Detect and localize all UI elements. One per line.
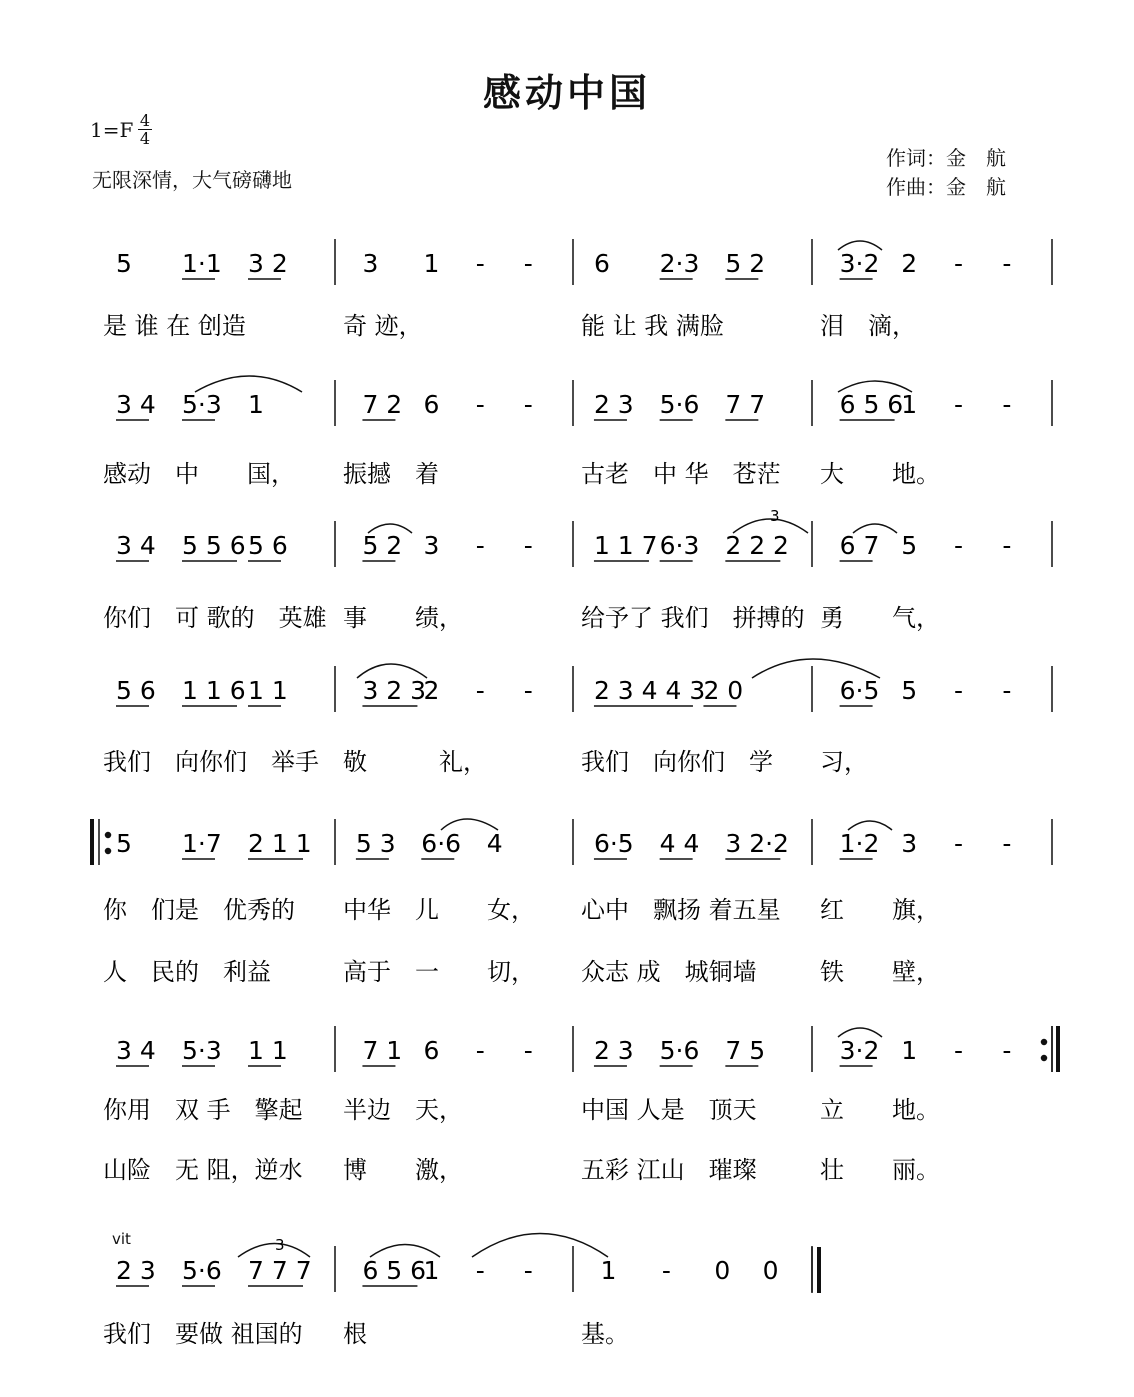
note-group: 5·3 <box>182 390 222 419</box>
lyric-segment: 是 谁 在 创造 <box>103 312 246 340</box>
note-group: - <box>1002 1036 1012 1065</box>
note-group: 3 <box>901 829 918 858</box>
lyric-segment: 我们 要做 祖国的 <box>103 1320 303 1348</box>
lyric-segment: 五彩 江山 璀璨 <box>581 1156 757 1184</box>
note-group: 3 4 <box>116 531 156 560</box>
lyric-segment: 你 们是 优秀的 <box>103 896 295 924</box>
note-group: 6 5 6 <box>362 1256 427 1285</box>
note-group: - <box>954 531 964 560</box>
note-group: - <box>523 1256 533 1285</box>
note-group: 5 <box>901 676 918 705</box>
lyric-segment: 立 地。 <box>820 1096 940 1124</box>
note-group: 2 3 <box>593 390 634 419</box>
lyric-segment: 中国 人是 顶天 <box>581 1096 757 1124</box>
note-group: - <box>475 390 485 419</box>
lyric-segment: 大 地。 <box>820 460 940 488</box>
lyric-segment: 给予了 我们 拼搏的 <box>581 604 805 632</box>
note-group: 2 3 <box>593 1036 634 1065</box>
note-group: 1 1 6 <box>182 676 246 705</box>
note-group: 6 <box>423 390 440 419</box>
note-group: 1·2 <box>839 829 880 858</box>
lyric-segment: 习， <box>820 748 868 776</box>
note-group: 3 <box>423 531 440 560</box>
slur <box>472 1234 608 1258</box>
note-group: 6·3 <box>659 531 700 560</box>
lyricist-credit: 作词：金 航 <box>886 146 1006 170</box>
note-group: 5 3 <box>355 829 396 858</box>
note-group: 3 2·2 <box>725 829 789 858</box>
note-group: 2 <box>423 676 440 705</box>
note-group: - <box>1002 390 1012 419</box>
lyric-segment: 半边 天， <box>343 1096 463 1124</box>
note-group: 1 1 7 <box>593 531 658 560</box>
note-group: 7 2 <box>362 390 403 419</box>
note-group: 1·7 <box>182 829 222 858</box>
lyric-segment: 中华 儿 女， <box>343 896 535 924</box>
note-group: - <box>954 249 964 278</box>
note-group: - <box>523 531 533 560</box>
lyric-segment: 事 绩， <box>343 604 463 632</box>
lyric-segment: 你用 双 手 擎起 <box>103 1096 303 1124</box>
note-group: - <box>1002 829 1012 858</box>
note-group: - <box>523 676 533 705</box>
composer-credit: 作曲：金 航 <box>886 175 1006 199</box>
lyric-segment: 山险 无 阻，逆水 <box>103 1156 303 1184</box>
lyric-segment: 感动 中 国， <box>103 460 295 488</box>
note-group: - <box>954 829 964 858</box>
note-group: 5 <box>116 249 132 278</box>
note-group: - <box>475 676 485 705</box>
note-group: 3 4 <box>116 1036 156 1065</box>
note-group: 6 <box>593 249 610 278</box>
note-group: - <box>523 1036 533 1065</box>
note-group: - <box>523 249 533 278</box>
time-signature-unit: 4 <box>139 129 151 148</box>
note-group: 5 2 <box>362 531 403 560</box>
note-group: 3·2 <box>839 1036 880 1065</box>
lyric-segment: 众志 成 城铜墙 <box>581 958 757 986</box>
lyric-segment: 红 旗， <box>820 896 940 924</box>
repeat-dot <box>106 833 111 838</box>
repeat-dot <box>1042 1040 1047 1045</box>
lyric-segment: 奇 迹， <box>343 312 423 340</box>
note-group: 7 1 <box>362 1036 403 1065</box>
note-group: - <box>475 531 485 560</box>
lyric-segment: 人 民的 利益 <box>103 958 271 986</box>
note-group: 5 5 6 <box>182 531 246 560</box>
note-group: 2 3 4 4 3 <box>593 676 706 705</box>
note-group: 1 <box>901 390 918 419</box>
note-group: 3 <box>362 249 379 278</box>
note-group: - <box>475 249 485 278</box>
lyric-segment: 高于 一 切， <box>343 958 535 986</box>
lyric-segment: 我们 向你们 举手 <box>103 748 319 776</box>
note-group: 1 1 <box>248 1036 288 1065</box>
note-group: 5·3 <box>182 1036 222 1065</box>
note-group: 1 <box>901 1036 918 1065</box>
note-group: 3 4 <box>116 390 156 419</box>
note-group: 2 3 <box>116 1256 156 1285</box>
note-group: 6·6 <box>421 829 462 858</box>
note-group: 3·2 <box>839 249 880 278</box>
note-group: 2 0 <box>703 676 744 705</box>
key-signature: 1=F <box>90 118 134 142</box>
note-group: - <box>475 1036 485 1065</box>
note-group: 1·1 <box>182 249 222 278</box>
time-signature-beats: 4 <box>139 111 151 130</box>
note-group: 5 <box>116 829 132 858</box>
repeat-dot <box>106 849 111 854</box>
triplet-mark: 3 <box>770 507 780 525</box>
note-group: 1 <box>423 249 440 278</box>
note-group: 6 5 6 <box>839 390 904 419</box>
lyric-segment: 能 让 我 满脸 <box>581 312 724 340</box>
note-group: 0 <box>762 1256 779 1285</box>
note-group: 1 <box>423 1256 440 1285</box>
tempo-marking: 无限深情，大气磅礴地 <box>92 168 292 192</box>
note-group: - <box>954 390 964 419</box>
vit-mark: vit <box>112 1230 131 1248</box>
lyric-segment: 振撼 着 <box>343 460 439 488</box>
note-group: 2 2 2 <box>725 531 789 560</box>
note-group: - <box>661 1256 671 1285</box>
note-group: 6·5 <box>839 676 880 705</box>
lyric-segment: 你们 可 歌的 英雄 <box>103 604 327 632</box>
note-group: - <box>1002 676 1012 705</box>
note-group: 7 7 7 <box>248 1256 312 1285</box>
note-group: 2 1 1 <box>248 829 312 858</box>
note-group: 6 7 <box>839 531 880 560</box>
note-group: - <box>1002 531 1012 560</box>
note-group: 7 5 <box>725 1036 766 1065</box>
note-group: 2·3 <box>659 249 700 278</box>
note-group: 5 6 <box>116 676 156 705</box>
song-title: 感动中国 <box>482 71 651 115</box>
lyric-segment: 铁 壁， <box>820 958 940 986</box>
lyric-segment: 勇 气， <box>820 604 940 632</box>
note-group: 1 <box>248 390 264 419</box>
note-group: - <box>954 1036 964 1065</box>
lyric-segment: 根 <box>343 1320 367 1348</box>
note-group: 5·6 <box>659 1036 700 1065</box>
note-group: 5·6 <box>182 1256 222 1285</box>
note-group: 6·5 <box>593 829 634 858</box>
note-group: 3 2 3 <box>362 676 427 705</box>
note-group: 5 <box>901 531 918 560</box>
note-group: 6 <box>423 1036 440 1065</box>
lyric-segment: 基。 <box>581 1320 629 1348</box>
slur <box>238 1244 310 1258</box>
lyric-segment: 泪 滴， <box>820 312 916 340</box>
note-group: 5 6 <box>248 531 288 560</box>
note-group: 5·6 <box>659 390 700 419</box>
note-group: 4 4 <box>659 829 700 858</box>
note-group: 2 <box>901 249 918 278</box>
note-group: 0 <box>714 1256 731 1285</box>
note-group: 1 <box>600 1256 617 1285</box>
repeat-dot <box>1042 1056 1047 1061</box>
note-group: - <box>523 390 533 419</box>
lyric-segment: 古老 中 华 苍茫 <box>581 460 781 488</box>
note-group: - <box>1002 249 1012 278</box>
triplet-mark: 3 <box>275 1236 285 1254</box>
note-group: - <box>954 676 964 705</box>
note-group: - <box>475 1256 485 1285</box>
lyrics <box>103 312 940 1348</box>
lyric-segment: 我们 向你们 学 <box>581 748 773 776</box>
lyric-segment: 壮 丽。 <box>820 1156 940 1184</box>
lyric-segment: 敬 礼， <box>343 748 487 776</box>
note-group: 3 2 <box>248 249 288 278</box>
note-group: 7 7 <box>725 390 766 419</box>
lyric-segment: 博 激， <box>343 1156 463 1184</box>
note-group: 1 1 <box>248 676 288 705</box>
note-group: 5 2 <box>725 249 766 278</box>
lyric-segment: 心中 飘扬 着五星 <box>581 896 781 924</box>
note-group: 4 <box>486 829 503 858</box>
